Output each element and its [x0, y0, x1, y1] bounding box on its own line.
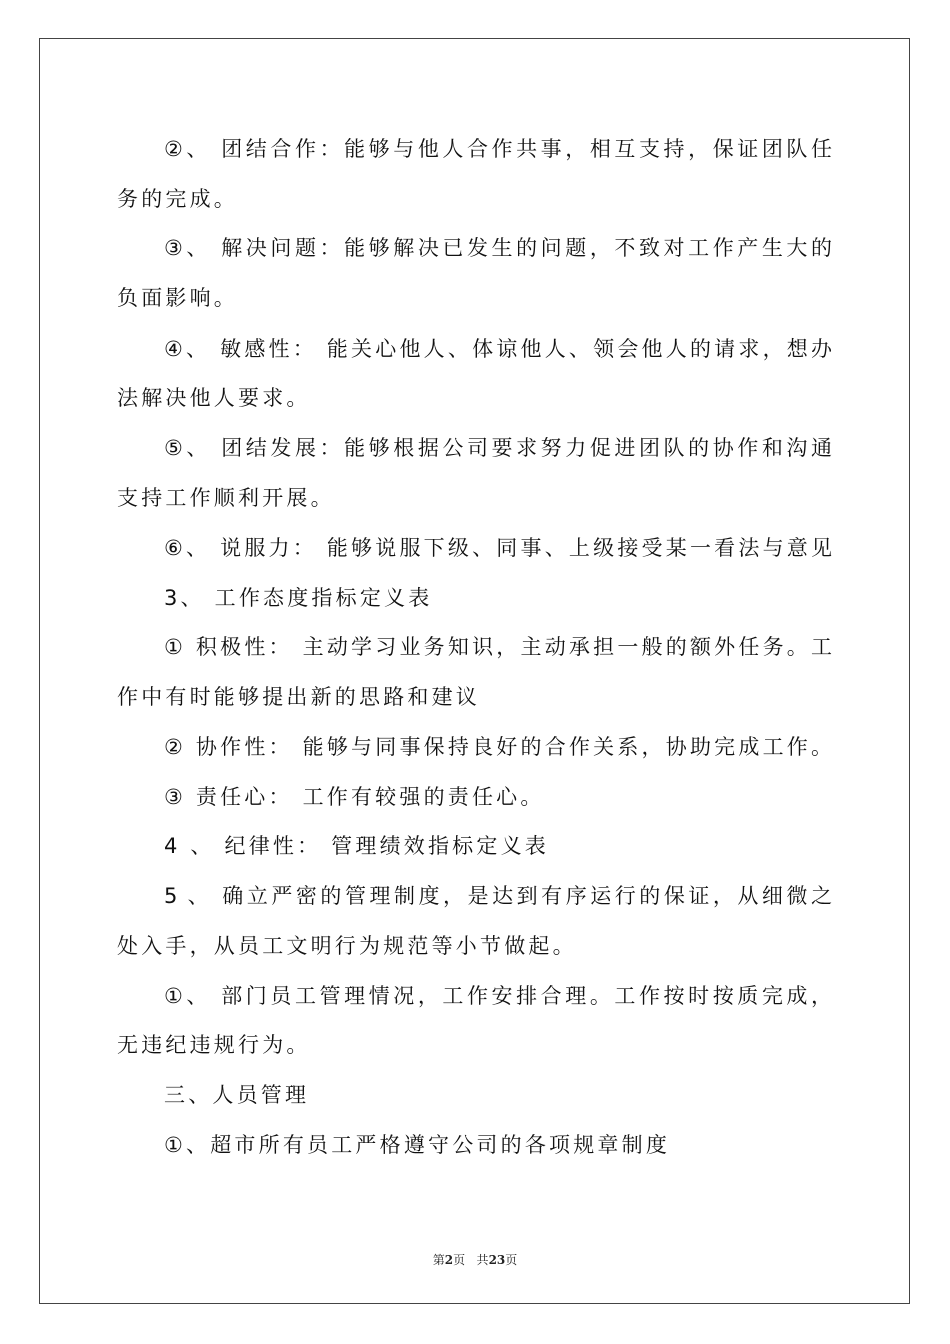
paragraph-line: 作中有时能够提出新的思路和建议: [117, 685, 480, 709]
paragraph-line: 4 、 纪律性： 管理绩效指标定义表: [164, 834, 549, 858]
page-footer: [0, 1252, 950, 1268]
paragraph-line: ①、超市所有员工严格遵守公司的各项规章制度: [164, 1133, 671, 1157]
page-border: [39, 38, 910, 1304]
section-heading: 三、人员管理: [164, 1083, 310, 1107]
paragraph-line: ④、 敏感性： 能关心他人、体谅他人、领会他人的请求，想办: [164, 337, 832, 361]
paragraph-line: ⑤、 团结发展：能够根据公司要求努力促进团队的协作和沟通: [164, 436, 832, 460]
paragraph-line: ①、 部门员工管理情况，工作安排合理。工作按时按质完成，: [164, 984, 832, 1008]
paragraph-line: 负面影响。: [117, 286, 238, 310]
paragraph-line: 法解决他人要求。: [117, 386, 311, 410]
footer-page-number: 2: [444, 1253, 454, 1267]
section-heading: 3、 工作态度指标定义表: [164, 586, 433, 610]
paragraph-line: 处入手，从员工文明行为规范等小节做起。: [117, 934, 577, 958]
paragraph-line: ⑥、 说服力： 能够说服下级、同事、上级接受某一看法与意见: [164, 536, 832, 560]
footer-prefix: 第: [432, 1253, 445, 1267]
footer-total-pages: 23: [488, 1253, 506, 1267]
paragraph-line: ② 协作性： 能够与同事保持良好的合作关系，协助完成工作。: [164, 735, 832, 759]
paragraph-line: 支持工作顺利开展。: [117, 486, 335, 510]
paragraph-line: 5 、 确立严密的管理制度，是达到有序运行的保证，从细微之: [164, 884, 832, 908]
paragraph-line: ②、 团结合作：能够与他人合作共事，相互支持，保证团队任: [164, 137, 832, 161]
paragraph-line: 无违纪违规行为。: [117, 1033, 311, 1057]
paragraph-line: ① 积极性： 主动学习业务知识，主动承担一般的额外任务。工: [164, 635, 832, 659]
paragraph-line: ③ 责任心： 工作有较强的责任心。: [164, 785, 545, 809]
footer-page-suffix: 页: [453, 1253, 466, 1267]
paragraph-line: 务的完成。: [117, 187, 238, 211]
footer-total-suffix: 页: [505, 1253, 518, 1267]
footer-total-prefix: 共: [476, 1253, 489, 1267]
paragraph-line: ③、 解决问题：能够解决已发生的问题，不致对工作产生大的: [164, 236, 832, 260]
